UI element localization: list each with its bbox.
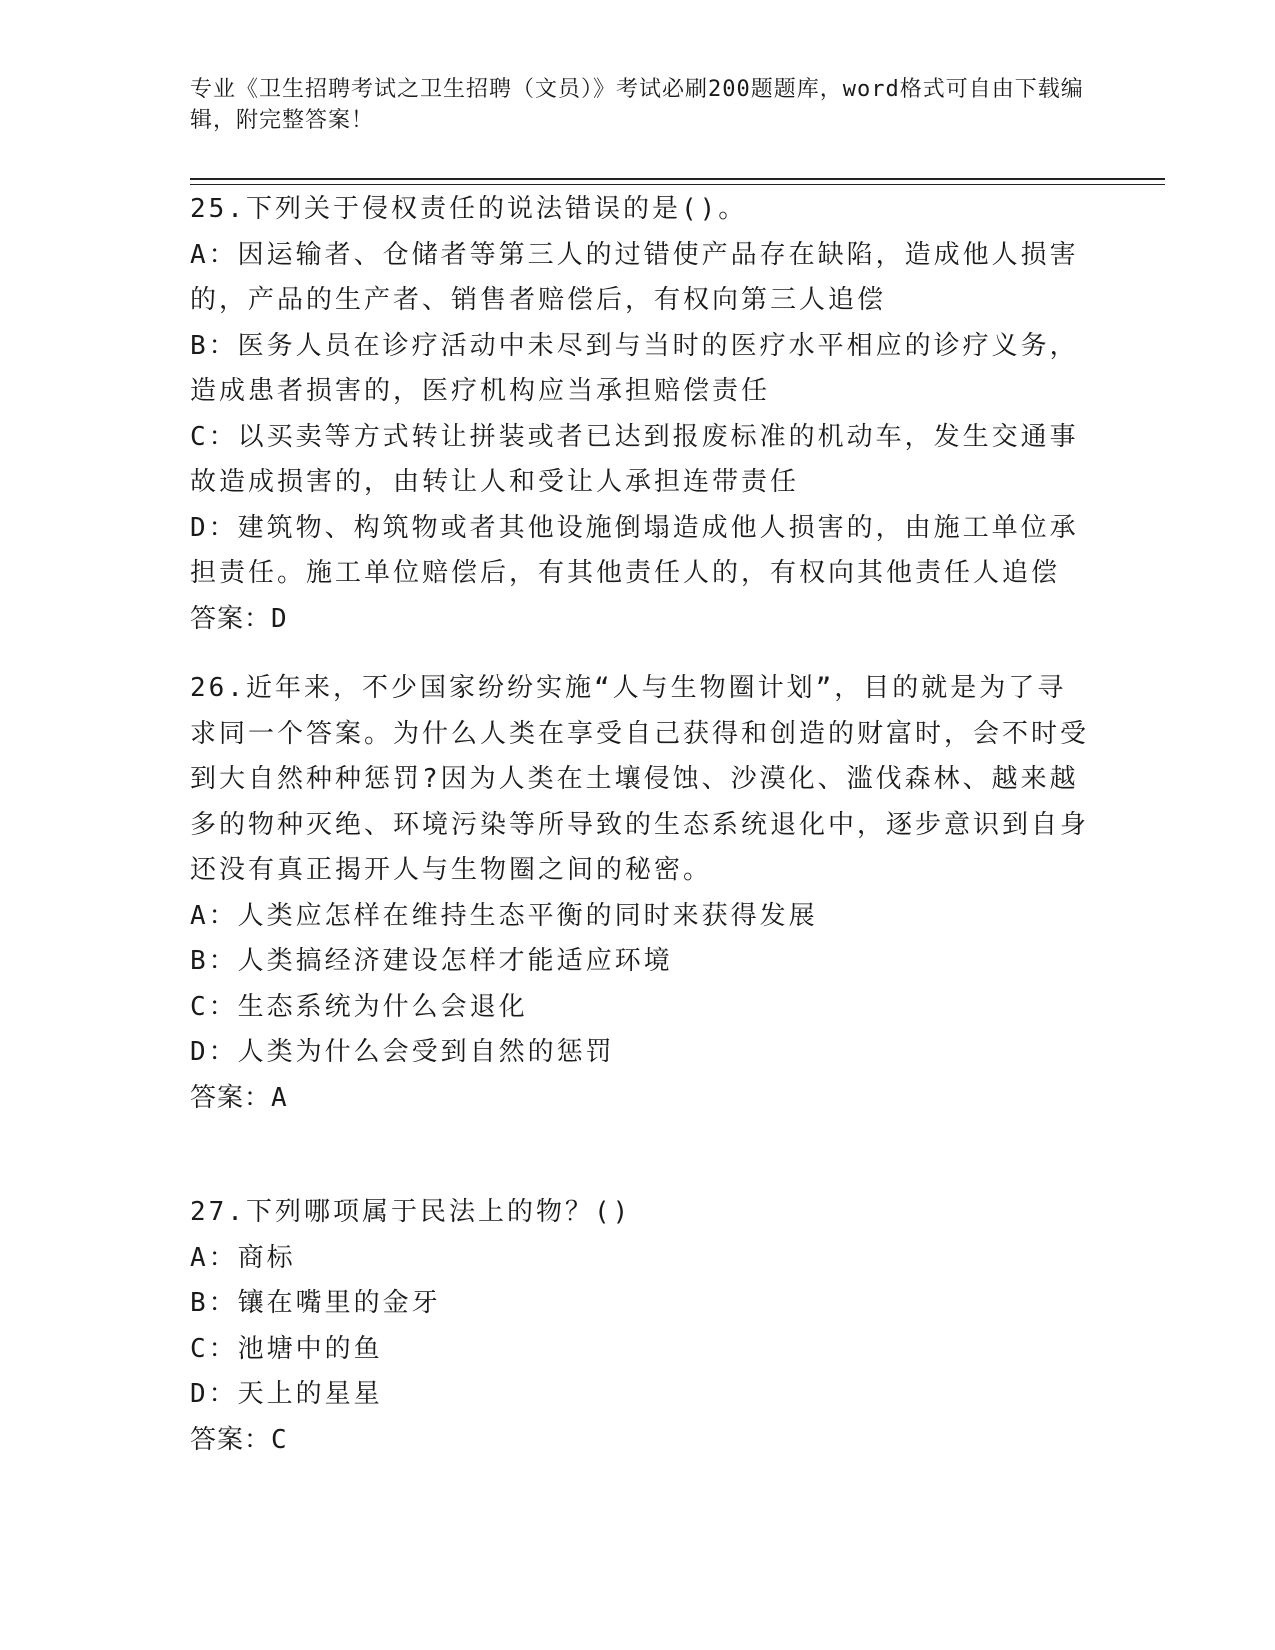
option-b: B：人类搞经济建设怎样才能适应环境 bbox=[190, 946, 673, 976]
option-d: D：建筑物、构筑物或者其他设施倒塌造成他人损害的，由施工单位承担责任。施工单位赔偿后，有其他责任人的，有权向其他责任人追偿 bbox=[190, 512, 1079, 588]
header-divider-thin bbox=[190, 184, 1165, 185]
option-a: A：人类应怎样在维持生态平衡的同时来获得发展 bbox=[190, 900, 818, 931]
answer-line bbox=[190, 1076, 1090, 1122]
answer-label: 答案： bbox=[190, 603, 272, 634]
answer-value: C bbox=[271, 1424, 288, 1455]
question-stem: 25.下列关于侵权责任的说法错误的是()。 bbox=[190, 194, 748, 224]
option-c: C：以买卖等方式转让拼装或者已达到报废标准的机动车，发生交通事故造成损害的，由转让人和受让人承担连带责任 bbox=[190, 421, 1079, 497]
question-25 bbox=[190, 187, 1090, 642]
question-stem: 27.下列哪项属于民法上的物？() bbox=[190, 1197, 632, 1227]
option-c: C：池塘中的鱼 bbox=[190, 1333, 383, 1364]
header-intro: 专业《卫生招聘考试之卫生招聘（文员）》考试必刷200题题库，word格式可自由下载编辑，附完整答案！ bbox=[190, 77, 1084, 133]
option-d: D：人类为什么会受到自然的惩罚 bbox=[190, 1037, 615, 1067]
question-27 bbox=[190, 1190, 1090, 1463]
option-d: D：天上的星星 bbox=[190, 1379, 383, 1409]
option-a: A：商标 bbox=[190, 1242, 296, 1273]
question-26 bbox=[190, 666, 1090, 1121]
answer-label: 答案： bbox=[190, 1082, 272, 1113]
option-b: B：镶在嘴里的金牙 bbox=[190, 1288, 441, 1318]
option-a: A：因运输者、仓储者等第三人的过错使产品存在缺陷，造成他人损害的，产品的生产者、销售者赔偿后，有权向第三人追偿 bbox=[190, 239, 1079, 315]
answer-line bbox=[190, 597, 1090, 643]
answer-line bbox=[190, 1418, 1090, 1464]
document-header bbox=[190, 74, 1090, 136]
answer-value: D bbox=[271, 603, 288, 634]
option-c: C：生态系统为什么会退化 bbox=[190, 991, 528, 1022]
answer-value: A bbox=[271, 1082, 288, 1113]
option-b: B：医务人员在诊疗活动中未尽到与当时的医疗水平相应的诊疗义务，造成患者损害的，医疗机构应当承担赔偿责任 bbox=[190, 330, 1079, 406]
header-divider-thick bbox=[190, 178, 1165, 180]
answer-label: 答案： bbox=[190, 1424, 272, 1455]
question-stem: 26.近年来，不少国家纷纷实施“人与生物圈计划”，目的就是为了寻求同一个答案。为什么人类在享受自己获得和创造的财富时，会不时受到大自然种种惩罚?因为人类在土壤侵蚀、沙漠化、滥伐森林、越来越多的物种灭绝、环境污染等所导致的生态系统退化中，逐步意识到自身还没有真正揭开人与生物圈之间的秘密。 bbox=[190, 673, 1090, 885]
